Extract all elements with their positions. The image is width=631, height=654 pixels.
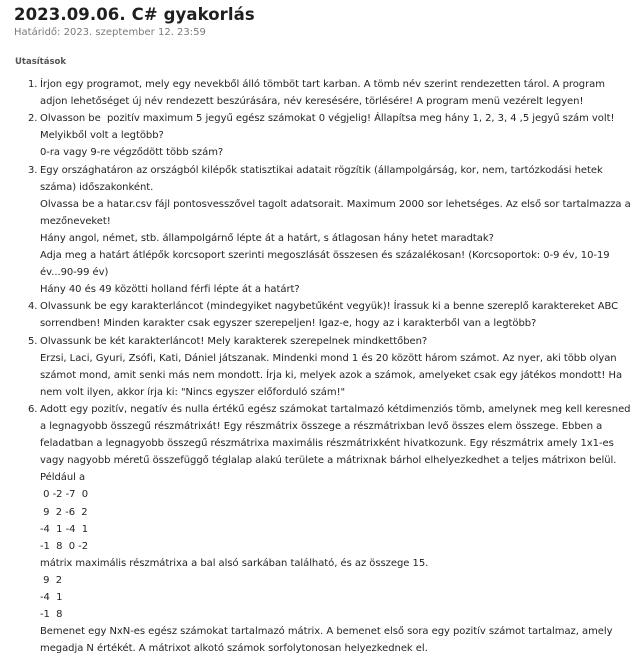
instruction-number: 5. (28, 335, 38, 347)
instruction-line: -4 1 (40, 592, 63, 603)
instruction-line: -4 1 -4 1 (40, 523, 89, 535)
instruction-line: Olvasson be pozitív maximum 5 jegyű egész számokat 0 végjelig! Állapítsa meg hány 1, 2, 3, 4 ,5 jegyű szám volt! (40, 113, 615, 125)
instruction-line: Adott egy pozitív, negatív és nulla értékű egész számokat tartalmazó kétdimenziós tömb, amelynek meg kell keresned (40, 403, 631, 415)
instruction-line: év...90-99 év) (40, 267, 109, 279)
instruction-line: Egy országhatáron az országból kilépők statisztikai adatait rögzítik (állampolgárság, kor, nem, tartózkodási hetek (40, 164, 603, 176)
instruction-number: 3. (28, 164, 38, 176)
instruction-line: Melyikből volt a legtöbb? (40, 130, 164, 142)
instruction-line: a legnagyobb összegű részmátrixát! Egy részmátrix összege a részmátrixban levő összes elem összege. Ebben a (40, 421, 603, 432)
due-date: Határidő: 2023. szeptember 12. 23:59 (14, 27, 206, 38)
instruction-line: feladatban a legnagyobb összegű részmátrixa maximális részmátrixként hivatkozunk. Egy részmátrix amely 1x1-es (40, 438, 614, 450)
instruction-line: -1 8 0 -2 (40, 540, 89, 552)
instruction-line: -1 8 (40, 609, 63, 621)
instruction-line: Olvassa be a hatar.csv fájl pontosvesszővel tagolt adatsorait. Maximum 2000 sor lehetséges. Az első sor tartalmazza a (40, 198, 631, 210)
instructions-heading: Utasítások (15, 57, 67, 67)
instruction-line: Hány angol, német, stb. állampolgárnő lépte át a határt, s átlagosan hány hetet maradtak? (40, 232, 494, 244)
instruction-line: Adja meg a határt átlépők korcsoport szerinti megoszlását összesen és százalékosan! (Korcsoportok: 0-9 év, 10-19 (40, 250, 610, 261)
instruction-line: Olvassunk be két karakterláncot! Mely karakterek szerepelnek mindkettőben? (40, 335, 428, 347)
instruction-line: 0 -2 -7 0 (40, 489, 89, 501)
instruction-line: Hány 40 és 49 közötti holland férfi lépte át a határt? (40, 284, 300, 296)
instruction-line: Erzsi, Laci, Gyuri, Zsófi, Kati, Dániel játszanak. Mindenki mond 1 és 20 között három számot. Az nyer, aki több olyan (40, 352, 617, 364)
instruction-line: megadja N értékét. A mátrixot alkotó számok sorfolytonosan helyezkednek el. (40, 643, 428, 654)
instruction-line: 9 2 -6 2 (40, 506, 88, 518)
instruction-line: mátrix maximális részmátrixa a bal alsó sarkában található, és az összege 15. (40, 557, 429, 569)
instruction-line: 9 2 (40, 574, 63, 586)
instruction-line: Olvassunk be egy karakterláncot (mindegyiket nagybetűként vegyük)! Írassuk ki a benne szereplő karaktereket ABC (40, 301, 619, 313)
instruction-number: 1. (28, 79, 38, 90)
instruction-line: adjon lehetőséget új név rendezett beszúrására, név keresésére, törlésére! A program menü vezérelt legyen! (40, 96, 584, 108)
instruction-line: száma) időszakonként. (40, 181, 154, 193)
instruction-line: számot mond, amit senki más nem mondott. Írja ki, melyek azok a számok, amelyeket csak egy játékos mondott! Ha (40, 369, 623, 381)
instruction-line: Írjon egy programot, mely egy nevekből álló tömböt tart karban. A tömb név szerint rendezetten tárol. A program (40, 79, 605, 90)
instruction-line: Például a (40, 472, 86, 484)
page-title: 2023.09.06. C# gyakorlás (14, 5, 255, 24)
instruction-line: mezőneveket! (40, 215, 111, 227)
instruction-line: Bemenet egy NxN-es egész számokat tartalmazó mátrix. A bemenet első sora egy pozitív számot tartalmaz, amely (40, 626, 613, 638)
instruction-number: 6. (28, 403, 38, 415)
instruction-line: vagy nagyobb méretű összefüggő téglalap alakú területe a mátrixnak bárhol elhelyezkedhet a teljes mátrixon belül. (40, 455, 617, 467)
instruction-line: 0-ra vagy 9-re végződött több szám? (40, 147, 224, 159)
instruction-line: sorrendben! Minden karakter csak egyszer szerepeljen! Igaz-e, hogy az i karakterből van a legtöbb? (40, 318, 537, 330)
instruction-line: nem volt ilyen, akkor írja ki: "Nincs egyszer előforduló szám!" (40, 386, 346, 398)
instruction-number: 2. (28, 113, 38, 125)
instruction-number: 4. (28, 301, 38, 313)
